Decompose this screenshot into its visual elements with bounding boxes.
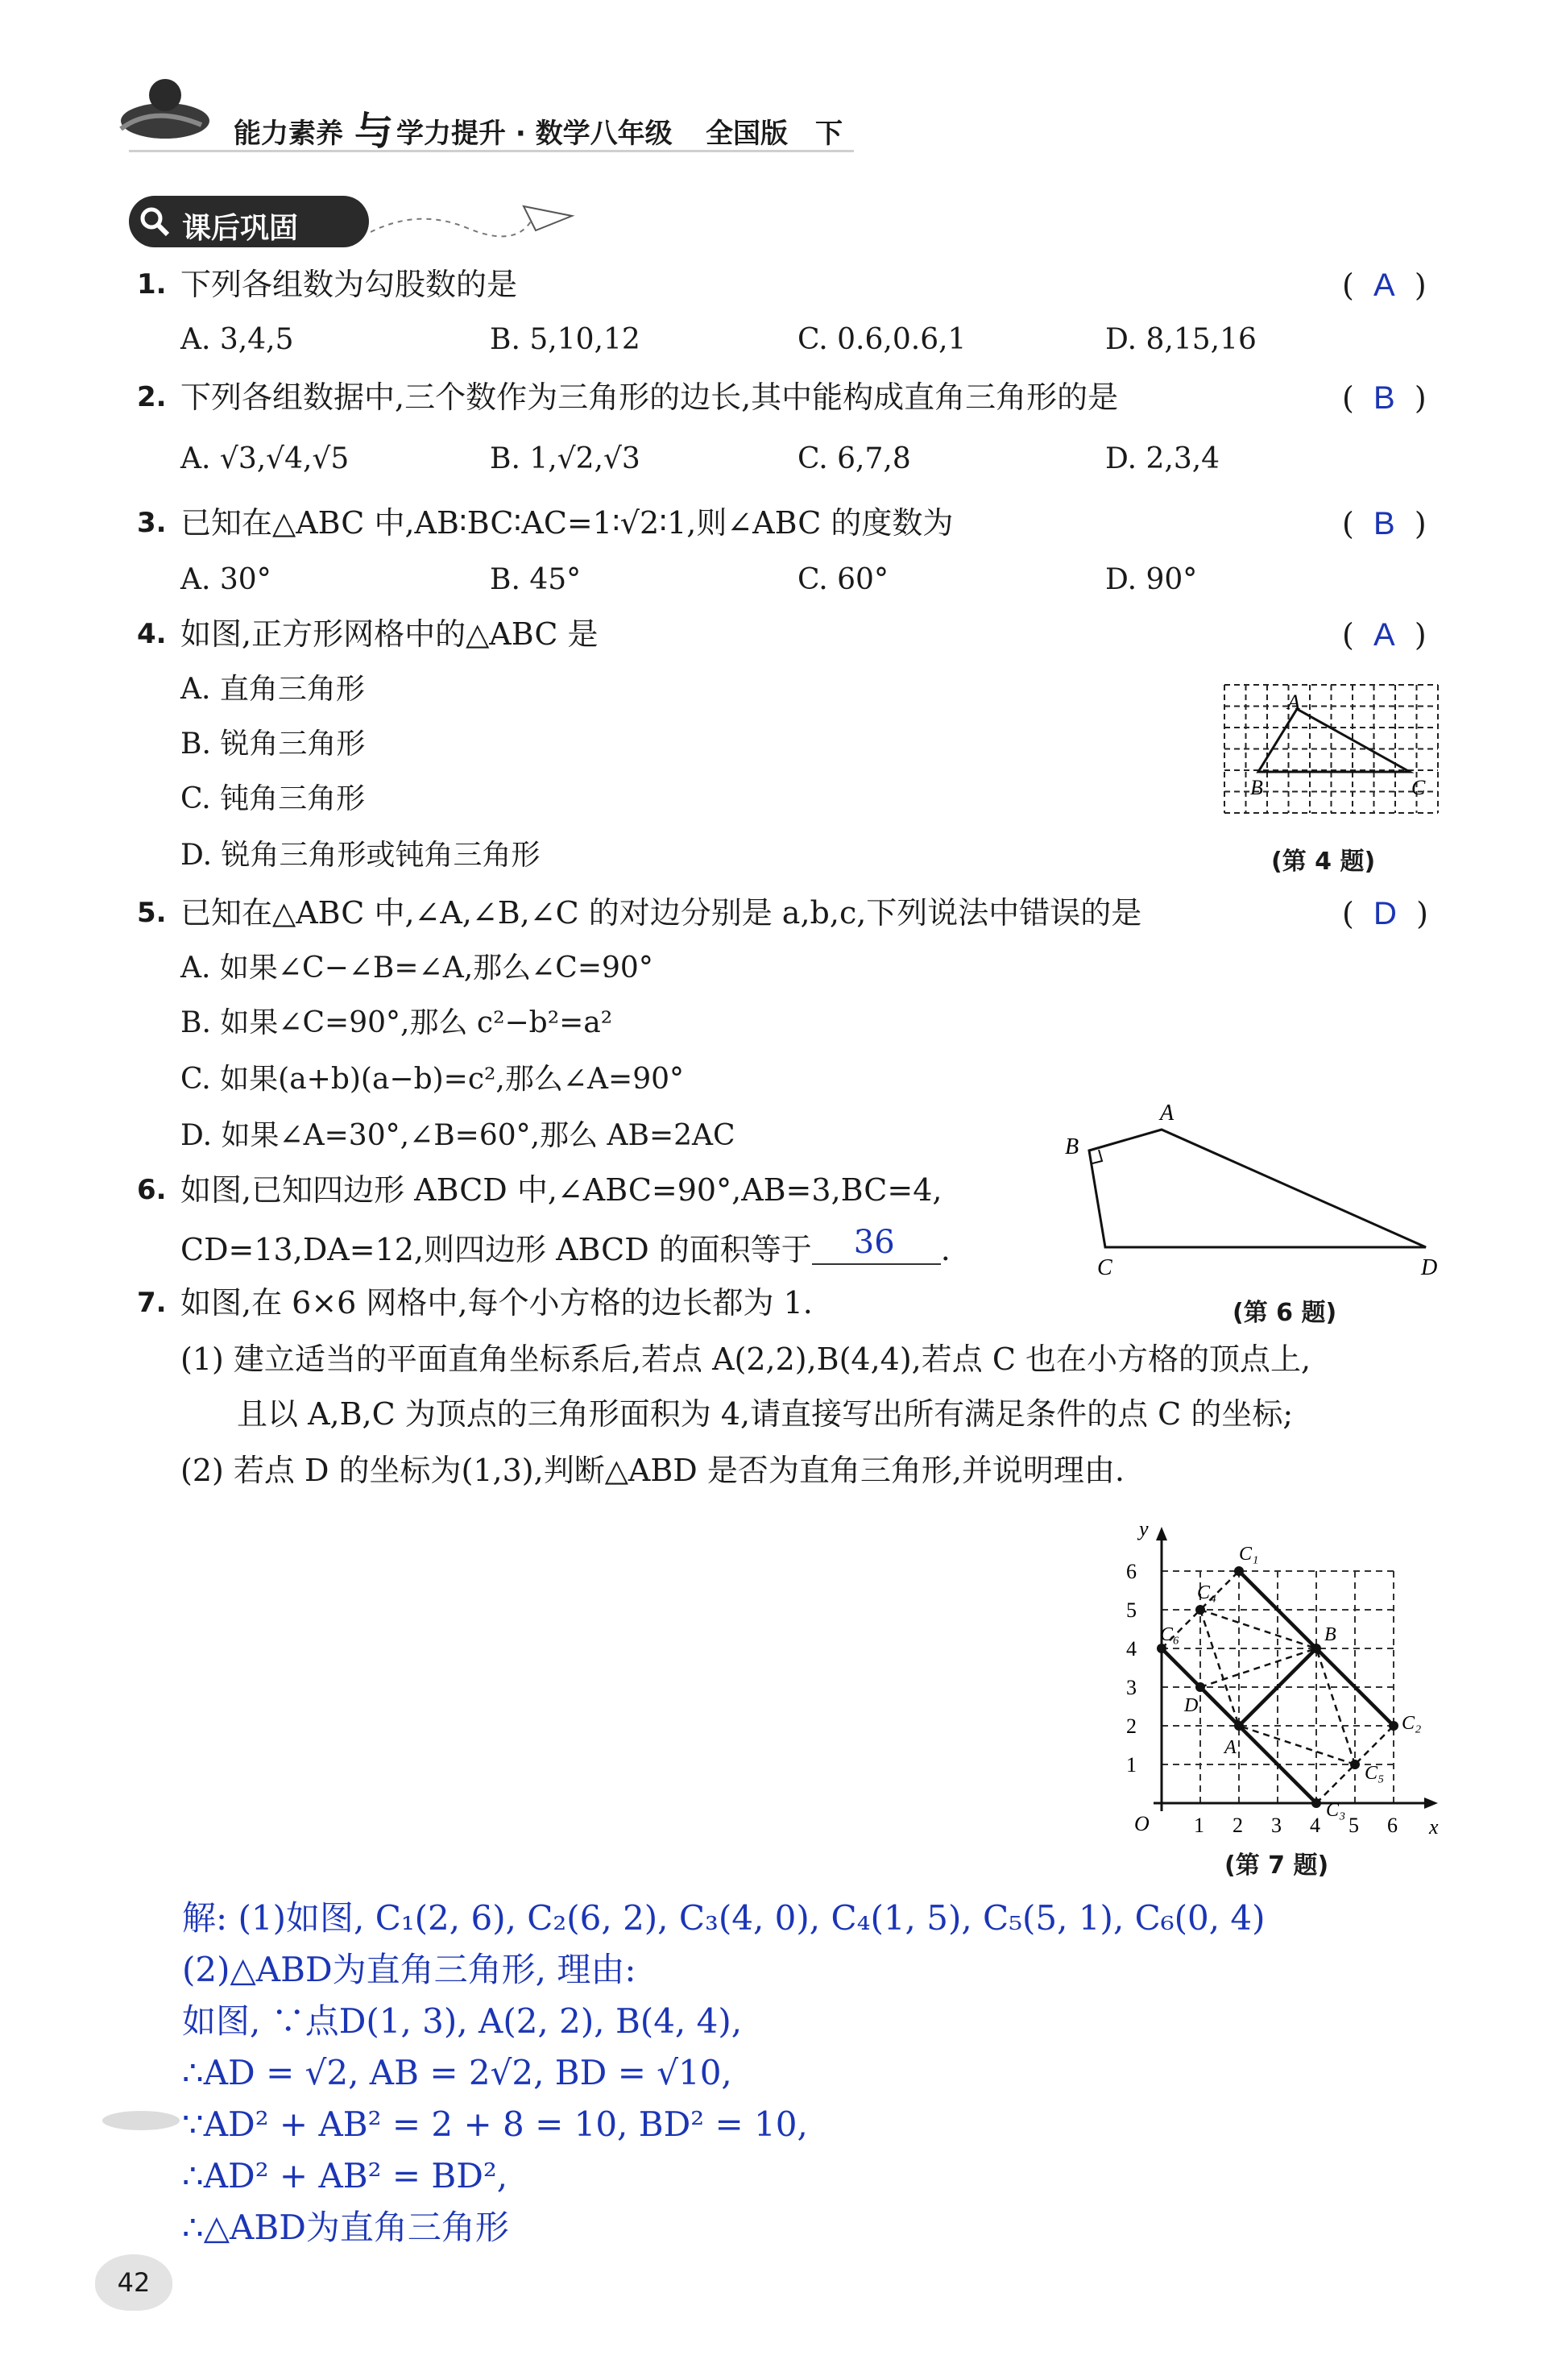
header-title-b: 学力提升 · 数学八年级: [396, 118, 673, 150]
solution-line-4: ∴AD = √2, AB = 2√2, BD = √10,: [182, 2053, 732, 2092]
question-number: 3.: [137, 507, 167, 539]
answer-blank: [812, 1224, 941, 1265]
label-b: B: [1065, 1134, 1079, 1159]
figure-6-quadrilateral: [1047, 1096, 1466, 1289]
point-dot: [1311, 1798, 1321, 1808]
figure-7-coordinate-grid: [1112, 1515, 1450, 1837]
question-stem: 如图,在 6×6 网格中,每个小方格的边长都为 1.: [180, 1285, 813, 1321]
figure-7-caption: (第 7 题): [1224, 1851, 1329, 1880]
solution-line-1: 解: (1)如图, C₁(2, 6), C₂(6, 2), C₃(4, 0), C₄(1, 5), C₅(5, 1), C₆(0, 4): [182, 1898, 1266, 1938]
point-label: B: [1324, 1624, 1336, 1645]
option-c: C. 钝角三角形: [180, 782, 366, 815]
point-dot: [1350, 1760, 1360, 1769]
option-a: A. 3,4,5: [180, 323, 294, 356]
option-b: B. 1,√2,√3: [490, 442, 640, 475]
x-tick-label: 4: [1310, 1814, 1320, 1837]
point-label: C₅: [1365, 1763, 1385, 1784]
header-title-a: 能力素养: [234, 118, 343, 150]
question-number: 4.: [137, 618, 167, 650]
solution-line-3: 如图, ∵点D(1, 3), A(2, 2), B(4, 4),: [182, 2001, 743, 2041]
question-stem: 如图,正方形网格中的△ABC 是: [180, 616, 599, 652]
section-banner: [129, 196, 369, 247]
point-dot: [1234, 1721, 1244, 1731]
section-title: 课后巩固: [182, 212, 299, 245]
question-number: 5.: [137, 897, 167, 929]
x-axis-arrow-icon: [1424, 1797, 1438, 1809]
point-label: C₁: [1239, 1544, 1259, 1565]
answer-slot: ( A ): [1342, 617, 1427, 653]
option-d: D. 8,15,16: [1105, 323, 1257, 356]
label-b: B: [1250, 776, 1263, 799]
y-tick-label: 1: [1126, 1753, 1137, 1777]
y-axis-arrow-icon: [1156, 1527, 1167, 1540]
question-stem-line-2: CD=13,DA=12,则四边形 ABCD 的面积等于 36 .: [180, 1224, 951, 1267]
answer-text: A: [1373, 617, 1395, 653]
header-volume: 下: [815, 118, 843, 150]
y-tick-label: 4: [1126, 1637, 1137, 1661]
point-dot: [1195, 1682, 1205, 1692]
answer-slot: ( B ): [1342, 506, 1427, 541]
figure-4-grid: [1208, 677, 1450, 830]
answer-text: D: [1373, 896, 1397, 931]
question-number: 7.: [137, 1287, 167, 1319]
point-label: A: [1224, 1737, 1237, 1758]
label-c: C: [1411, 776, 1426, 799]
solution-line-2: (2)△ABD为直角三角形, 理由:: [182, 1950, 636, 1989]
option-d: D. 锐角三角形或钝角三角形: [180, 839, 541, 872]
option-b: B. 如果∠C=90°,那么 c²−b²=a²: [180, 1006, 613, 1039]
answer-slot: ( D ): [1342, 896, 1428, 931]
x-tick-label: 2: [1232, 1814, 1243, 1837]
search-icon: [139, 205, 171, 238]
paper-plane-icon: [371, 200, 580, 248]
y-tick-label: 2: [1126, 1715, 1137, 1738]
label-c: C: [1097, 1255, 1112, 1280]
answer-slot: ( B ): [1342, 380, 1427, 416]
question-number: 6.: [137, 1174, 167, 1206]
option-c: C. 如果(a+b)(a−b)=c²,那么∠A=90°: [180, 1063, 685, 1096]
point-dot: [1234, 1566, 1244, 1576]
option-c: C. 0.6,0.6,1: [798, 323, 967, 356]
solution-line-6: ∴AD² + AB² = BD²,: [182, 2156, 508, 2195]
label-a: A: [1287, 690, 1300, 714]
option-a: A. 30°: [180, 563, 271, 596]
x-tick-label: 5: [1348, 1814, 1359, 1837]
answer-slot: ( A ): [1342, 267, 1427, 303]
quadrilateral-abcd: [1089, 1130, 1426, 1247]
option-d: D. 90°: [1105, 563, 1198, 596]
question-stem: 下列各组数为勾股数的是: [180, 267, 518, 302]
option-b: B. 5,10,12: [490, 323, 640, 356]
x-axis-label: x: [1429, 1815, 1439, 1837]
figure-6-caption: (第 6 题): [1232, 1299, 1337, 1327]
option-b: B. 锐角三角形: [180, 728, 366, 761]
header-title-with: 与: [354, 109, 394, 154]
page-number: 42: [95, 2254, 172, 2311]
figure-4-caption: (第 4 题): [1271, 848, 1376, 876]
point-label: C₄: [1197, 1582, 1217, 1603]
point-dot: [1311, 1644, 1321, 1653]
point-label: D: [1184, 1695, 1199, 1716]
point-label: C₆: [1160, 1624, 1180, 1645]
option-c: C. 6,7,8: [798, 442, 911, 475]
point-label: C₃: [1326, 1800, 1346, 1821]
solution-line-5: ∵AD² + AB² = 2 + 8 = 10, BD² = 10,: [182, 2104, 808, 2144]
answer-text: 36: [853, 1224, 895, 1261]
question-part-1: (1) 建立适当的平面直角坐标系后,若点 A(2,2),B(4,4),若点 C 也在小方格的顶点上,: [180, 1341, 1311, 1377]
y-axis-label: y: [1139, 1517, 1149, 1540]
point-dot: [1195, 1605, 1205, 1615]
question-stem: 下列各组数据中,三个数作为三角形的边长,其中能构成直角三角形的是: [180, 379, 1119, 415]
question-stem: 已知在△ABC 中,AB∶BC∶AC=1∶√2∶1,则∠ABC 的度数为: [180, 505, 954, 541]
point-dot: [1389, 1721, 1398, 1731]
answer-text: B: [1373, 506, 1395, 541]
x-tick-label: 1: [1194, 1814, 1204, 1837]
point-label: C₂: [1402, 1713, 1422, 1734]
option-a: A. √3,√4,√5: [180, 442, 350, 475]
option-a: A. 直角三角形: [180, 673, 365, 706]
answer-text: A: [1373, 267, 1395, 303]
y-tick-label: 5: [1126, 1598, 1137, 1622]
question-stem-line-1: 如图,已知四边形 ABCD 中,∠ABC=90°,AB=3,BC=4,: [180, 1172, 942, 1208]
x-tick-label: 3: [1271, 1814, 1282, 1837]
question-number: 1.: [137, 268, 167, 301]
solution-line-7: ∴△ABD为直角三角形: [182, 2208, 509, 2247]
y-tick-label: 6: [1126, 1560, 1137, 1583]
option-a: A. 如果∠C−∠B=∠A,那么∠C=90°: [180, 952, 653, 985]
question-part-2: (2) 若点 D 的坐标为(1,3),判断△ABD 是否为直角三角形,并说明理由.: [180, 1453, 1125, 1488]
x-tick-label: 6: [1387, 1814, 1398, 1837]
header-edition: 全国版: [706, 118, 788, 150]
origin-label: O: [1134, 1812, 1150, 1835]
right-angle-mark: [1092, 1150, 1102, 1163]
question-part-1-cont: 且以 A,B,C 为顶点的三角形面积为 4,请直接写出所有满足条件的点 C 的坐标;: [237, 1396, 1294, 1432]
label-d: D: [1421, 1255, 1438, 1280]
y-tick-label: 3: [1126, 1676, 1137, 1699]
triangle-abc: [1258, 709, 1410, 772]
label-a: A: [1160, 1101, 1174, 1126]
option-d: D. 2,3,4: [1105, 442, 1220, 475]
question-number: 2.: [137, 381, 167, 413]
option-b: B. 45°: [490, 563, 582, 596]
question-stem: 已知在△ABC 中,∠A,∠B,∠C 的对边分别是 a,b,c,下列说法中错误的是: [180, 895, 1142, 931]
option-c: C. 60°: [798, 563, 889, 596]
segment-ab: [1239, 1648, 1316, 1726]
option-d: D. 如果∠A=30°,∠B=60°,那么 AB=2AC: [180, 1119, 735, 1152]
decorative-ornament-icon: [97, 2103, 185, 2135]
answer-text: B: [1373, 380, 1395, 416]
logo-icon: [105, 73, 250, 145]
